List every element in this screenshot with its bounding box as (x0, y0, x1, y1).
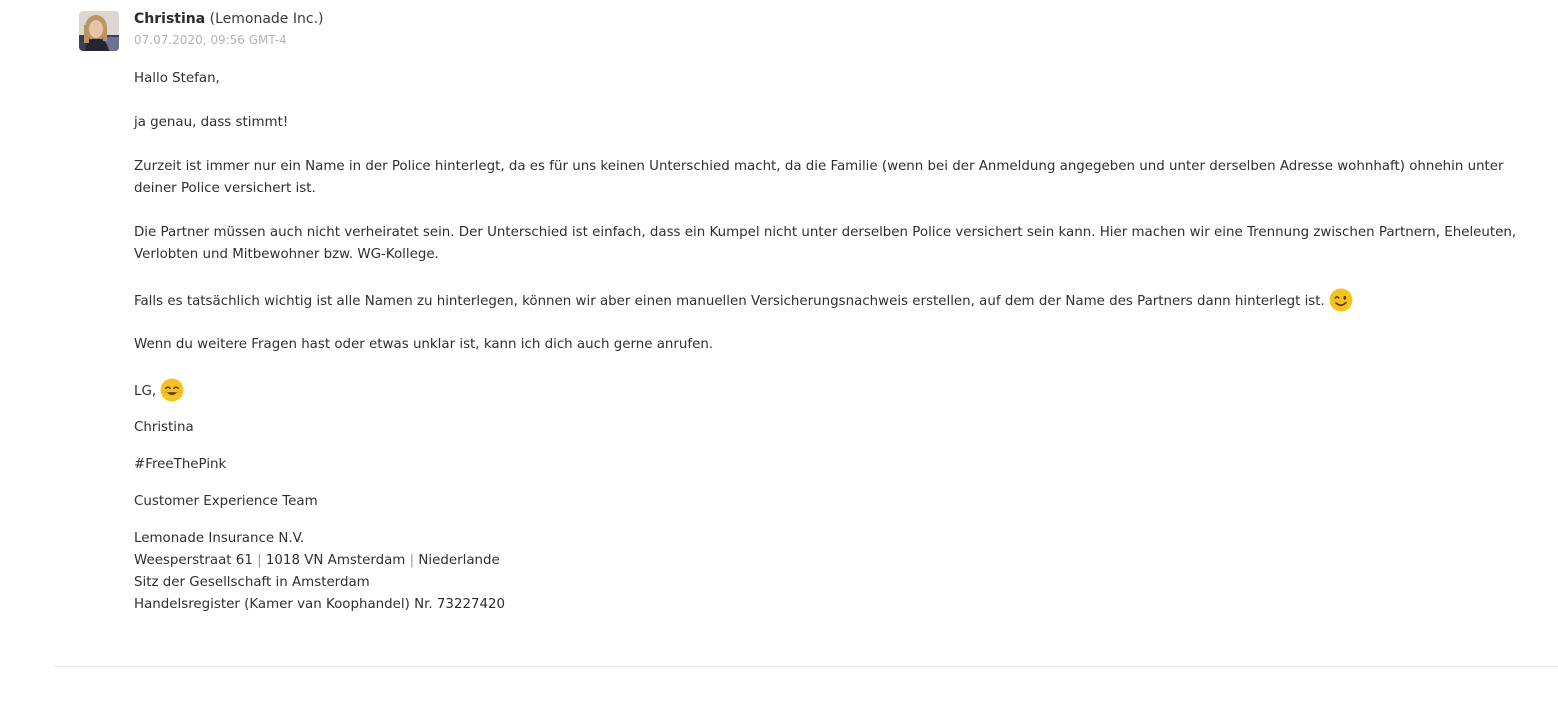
address-city: 1018 VN Amsterdam (265, 553, 406, 568)
team-name: Customer Experience Team (134, 494, 318, 509)
timestamp: 07.07.2020, 09:56 GMT-4 (134, 33, 287, 47)
paragraph-2-line-1: Zurzeit ist immer nur ein Name in der Police hinterlegt, da es für uns keinen Unterschied macht, da die Familie (wenn bei der Anmeldung angegeben und unter derselben Adresse wohnhaft) ohnehin unter (134, 159, 1504, 174)
smiling-face-icon (160, 378, 184, 402)
paragraph-3-line-1: Die Partner müssen auch nicht verheiratet sein. Der Unterschied ist einfach, dass ein Kumpel nicht unter derselben Police versichert sein kann. Hier machen wir eine Trennung zwischen Partnern, Eheleuten, (134, 225, 1517, 240)
address-country: Niederlande (418, 553, 500, 568)
address-separator: | (409, 553, 415, 568)
sender-line (134, 9, 324, 29)
address-separator: | (257, 553, 262, 568)
hashtag: #FreeThePink (134, 457, 227, 472)
paragraph-1: ja genau, dass stimmt! (134, 115, 289, 130)
company-name: Lemonade Insurance N.V. (134, 531, 305, 546)
paragraph-4 (134, 289, 1353, 313)
message-header (134, 9, 324, 48)
profile-photo (79, 11, 119, 51)
paragraph-2-line-2: deiner Police versichert ist. (134, 181, 316, 196)
avatar[interactable] (79, 11, 119, 51)
paragraph-5: Wenn du weitere Fragen hast oder etwas unklar ist, kann ich dich auch gerne anrufen. (134, 337, 714, 352)
company-seat: Sitz der Gesellschaft in Amsterdam (134, 575, 370, 590)
sender-company: (Lemonade Inc.) (209, 11, 324, 27)
signature-name: Christina (134, 420, 194, 435)
greeting: Hallo Stefan, (134, 71, 220, 86)
closing (134, 379, 184, 403)
address-street: Weesperstraat 61 (134, 553, 253, 568)
winking-face-icon (1329, 288, 1353, 312)
company-address (134, 550, 500, 572)
paragraph-4-text: Falls es tatsächlich wichtig ist alle Namen zu hinterlegen, können wir aber einen manuellen Versicherungsnachweis erstellen, auf dem der Name des Partners dann hinterlegt ist. (134, 294, 1325, 309)
company-registry: Handelsregister (Kamer van Koophandel) Nr. 73227420 (134, 597, 506, 612)
paragraph-3-line-2: Verlobten und Mitbewohner bzw. WG-Kollege. (134, 247, 439, 262)
closing-text: LG, (134, 384, 157, 399)
message-divider (54, 666, 1558, 667)
sender-name[interactable]: Christina (134, 11, 206, 27)
